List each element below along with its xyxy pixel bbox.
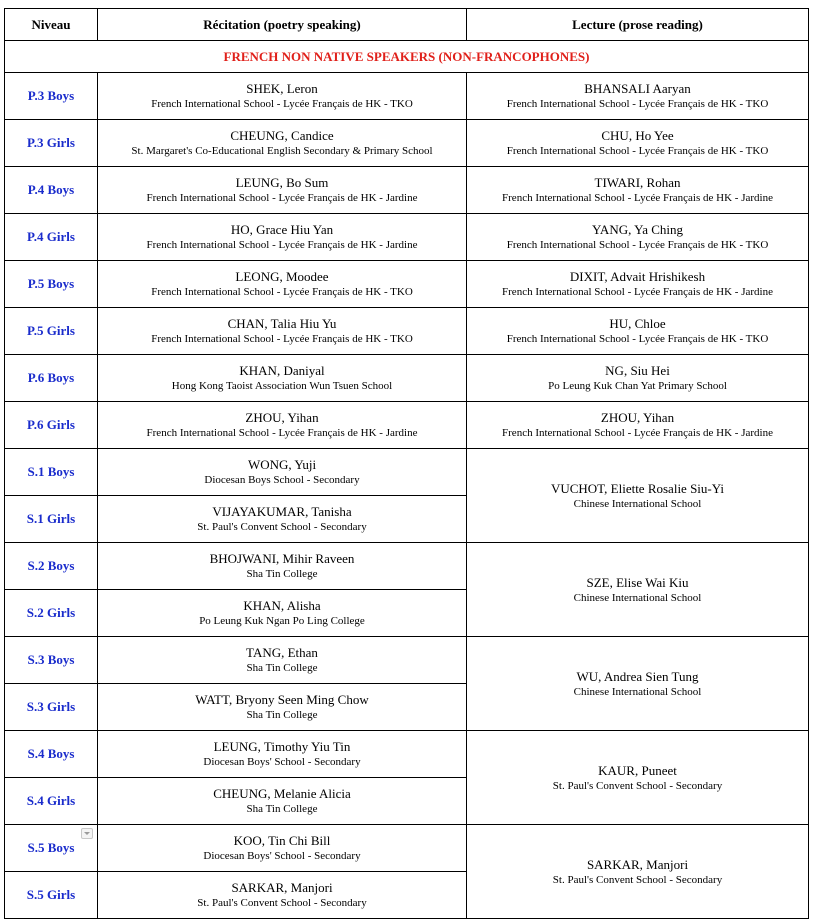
winner-school: St. Paul's Convent School - Secondary: [552, 779, 723, 792]
lecture-cell: [467, 402, 809, 449]
winner-school: Sha Tin College: [246, 709, 318, 721]
table-row: [5, 355, 809, 402]
winner-name: KHAN, Alisha: [243, 598, 321, 613]
winner-school: Po Leung Kuk Ngan Po Ling College: [199, 615, 365, 627]
table-row: [5, 825, 809, 872]
winner-school: Chinese International School: [573, 685, 702, 698]
winner-school: French International School - Lycée Français de HK - Jardine: [146, 239, 418, 251]
header-niveau: Niveau: [5, 9, 98, 41]
level-cell: P.6 Girls: [5, 402, 98, 449]
lecture-cell: [467, 449, 809, 543]
recitation-cell: [98, 872, 467, 919]
winner-name: SHEK, Leron: [246, 81, 318, 96]
level-cell: P.3 Boys: [5, 73, 98, 120]
level-cell: P.4 Girls: [5, 214, 98, 261]
winner-school: Sha Tin College: [246, 803, 318, 815]
winner-name: ZHOU, Yihan: [245, 410, 319, 425]
winner-name: KOO, Tin Chi Bill: [233, 833, 331, 848]
winner-name: CHAN, Talia Hiu Yu: [227, 316, 337, 331]
level-cell: S.1 Boys: [5, 449, 98, 496]
winner-name: HU, Chloe: [609, 316, 666, 331]
winner-name: VIJAYAKUMAR, Tanisha: [212, 504, 352, 519]
winner-school: French International School - Lycée Français de HK - TKO: [506, 145, 769, 157]
lecture-cell: [467, 120, 809, 167]
winner-name: YANG, Ya Ching: [591, 222, 684, 237]
lecture-cell: [467, 261, 809, 308]
results-table: [4, 8, 809, 919]
recitation-cell: [98, 543, 467, 590]
recitation-cell: [98, 355, 467, 402]
banner-row: [5, 41, 809, 73]
table-row: [5, 167, 809, 214]
winner-name: BHANSALI Aaryan: [584, 81, 691, 96]
level-cell: S.2 Boys: [5, 543, 98, 590]
winner-name: SARKAR, Manjori: [231, 880, 333, 895]
winner-school: Diocesan Boys School - Secondary: [204, 474, 360, 486]
level-cell: P.6 Boys: [5, 355, 98, 402]
winner-name: WATT, Bryony Seen Ming Chow: [195, 692, 369, 707]
lecture-cell: [467, 543, 809, 637]
level-cell: S.4 Boys: [5, 731, 98, 778]
winner-school: St. Paul's Convent School - Secondary: [197, 521, 367, 533]
chevron-down-icon[interactable]: [81, 828, 93, 839]
level-label: S.5 Boys: [27, 840, 75, 855]
winner-name: ZHOU, Yihan: [600, 410, 675, 425]
table-row: [5, 731, 809, 778]
winner-school: Hong Kong Taoist Association Wun Tsuen School: [171, 380, 393, 392]
recitation-cell: [98, 214, 467, 261]
level-cell: S.3 Boys: [5, 637, 98, 684]
winner-name: TIWARI, Rohan: [594, 175, 681, 190]
recitation-cell: [98, 120, 467, 167]
header-lecture: Lecture (prose reading): [467, 9, 809, 41]
winner-school: Chinese International School: [573, 497, 702, 510]
winner-school: St. Paul's Convent School - Secondary: [197, 897, 367, 909]
winner-school: French International School - Lycée Français de HK - TKO: [151, 333, 413, 345]
winner-school: Diocesan Boys' School - Secondary: [203, 850, 361, 862]
lecture-cell: [467, 731, 809, 825]
table-row: [5, 120, 809, 167]
table-row: [5, 308, 809, 355]
lecture-cell: [467, 73, 809, 120]
lecture-cell: [467, 637, 809, 731]
winner-name: KHAN, Daniyal: [239, 363, 325, 378]
lecture-cell: [467, 167, 809, 214]
winner-name: DIXIT, Advait Hrishikesh: [569, 269, 706, 284]
winner-name: VUCHOT, Eliette Rosalie Siu-Yi: [550, 480, 725, 496]
recitation-cell: [98, 449, 467, 496]
winner-school: Chinese International School: [573, 591, 702, 604]
winner-school: French International School - Lycée Français de HK - TKO: [151, 286, 413, 298]
winner-name: HO, Grace Hiu Yan: [230, 222, 334, 237]
header-recitation: Récitation (poetry speaking): [98, 9, 467, 41]
winner-school: French International School - Lycée Français de HK - TKO: [506, 333, 769, 345]
winner-school: Diocesan Boys' School - Secondary: [203, 756, 361, 768]
level-cell: P.5 Boys: [5, 261, 98, 308]
lecture-cell: [467, 355, 809, 402]
winner-name: BHOJWANI, Mihir Raveen: [209, 551, 355, 566]
winner-name: LEUNG, Timothy Yiu Tin: [213, 739, 351, 754]
recitation-cell: [98, 590, 467, 637]
recitation-cell: [98, 637, 467, 684]
winner-school: French International School - Lycée Français de HK - Jardine: [146, 427, 418, 439]
winner-name: CHU, Ho Yee: [601, 128, 674, 143]
winner-school: French International School - Lycée Français de HK - TKO: [151, 98, 413, 110]
winner-school: French International School - Lycée Français de HK - Jardine: [146, 192, 418, 204]
recitation-cell: [98, 496, 467, 543]
winner-school: French International School - Lycée Français de HK - TKO: [506, 98, 769, 110]
recitation-cell: [98, 308, 467, 355]
header-row: [5, 9, 809, 41]
level-cell: S.2 Girls: [5, 590, 98, 637]
winner-school: Po Leung Kuk Chan Yat Primary School: [548, 380, 727, 392]
recitation-cell: [98, 261, 467, 308]
level-cell: P.4 Boys: [5, 167, 98, 214]
level-cell: S.4 Girls: [5, 778, 98, 825]
lecture-cell: [467, 825, 809, 919]
winner-name: WU, Andrea Sien Tung: [576, 668, 699, 684]
winner-school: French International School - Lycée Français de HK - Jardine: [502, 192, 773, 204]
winner-name: TANG, Ethan: [246, 645, 318, 660]
winner-name: KAUR, Puneet: [598, 762, 677, 778]
lecture-cell: [467, 308, 809, 355]
level-cell: S.1 Girls: [5, 496, 98, 543]
level-cell: S.3 Girls: [5, 684, 98, 731]
level-cell: [5, 825, 98, 872]
level-cell: P.5 Girls: [5, 308, 98, 355]
table-row: [5, 402, 809, 449]
winner-name: CHEUNG, Candice: [230, 128, 334, 143]
level-cell: P.3 Girls: [5, 120, 98, 167]
table-row: [5, 261, 809, 308]
recitation-cell: [98, 167, 467, 214]
recitation-cell: [98, 402, 467, 449]
table-row: [5, 637, 809, 684]
lecture-cell: [467, 214, 809, 261]
table-row: [5, 73, 809, 120]
winner-school: St. Margaret's Co-Educational English Secondary & Primary School: [131, 145, 433, 157]
winner-school: Sha Tin College: [246, 662, 318, 674]
winner-school: St. Paul's Convent School - Secondary: [552, 873, 723, 886]
recitation-cell: [98, 731, 467, 778]
table-row: [5, 214, 809, 261]
recitation-cell: [98, 825, 467, 872]
winner-name: SZE, Elise Wai Kiu: [586, 574, 689, 590]
winner-name: SARKAR, Manjori: [586, 856, 689, 872]
recitation-cell: [98, 778, 467, 825]
level-cell: S.5 Girls: [5, 872, 98, 919]
recitation-cell: [98, 684, 467, 731]
table-row: [5, 543, 809, 590]
winner-name: LEONG, Moodee: [235, 269, 329, 284]
recitation-cell: [98, 73, 467, 120]
winner-name: CHEUNG, Melanie Alicia: [213, 786, 351, 801]
winner-name: NG, Siu Hei: [605, 363, 670, 378]
winner-name: WONG, Yuji: [247, 457, 317, 472]
winner-school: Sha Tin College: [246, 568, 318, 580]
section-banner: FRENCH NON NATIVE SPEAKERS (NON-FRANCOPHONES): [5, 41, 809, 73]
winner-school: French International School - Lycée Français de HK - TKO: [506, 239, 769, 251]
winner-school: French International School - Lycée Français de HK - Jardine: [502, 286, 773, 298]
winner-school: French International School - Lycée Français de HK - Jardine: [502, 427, 773, 439]
table-row: [5, 449, 809, 496]
winner-name: LEUNG, Bo Sum: [235, 175, 329, 190]
